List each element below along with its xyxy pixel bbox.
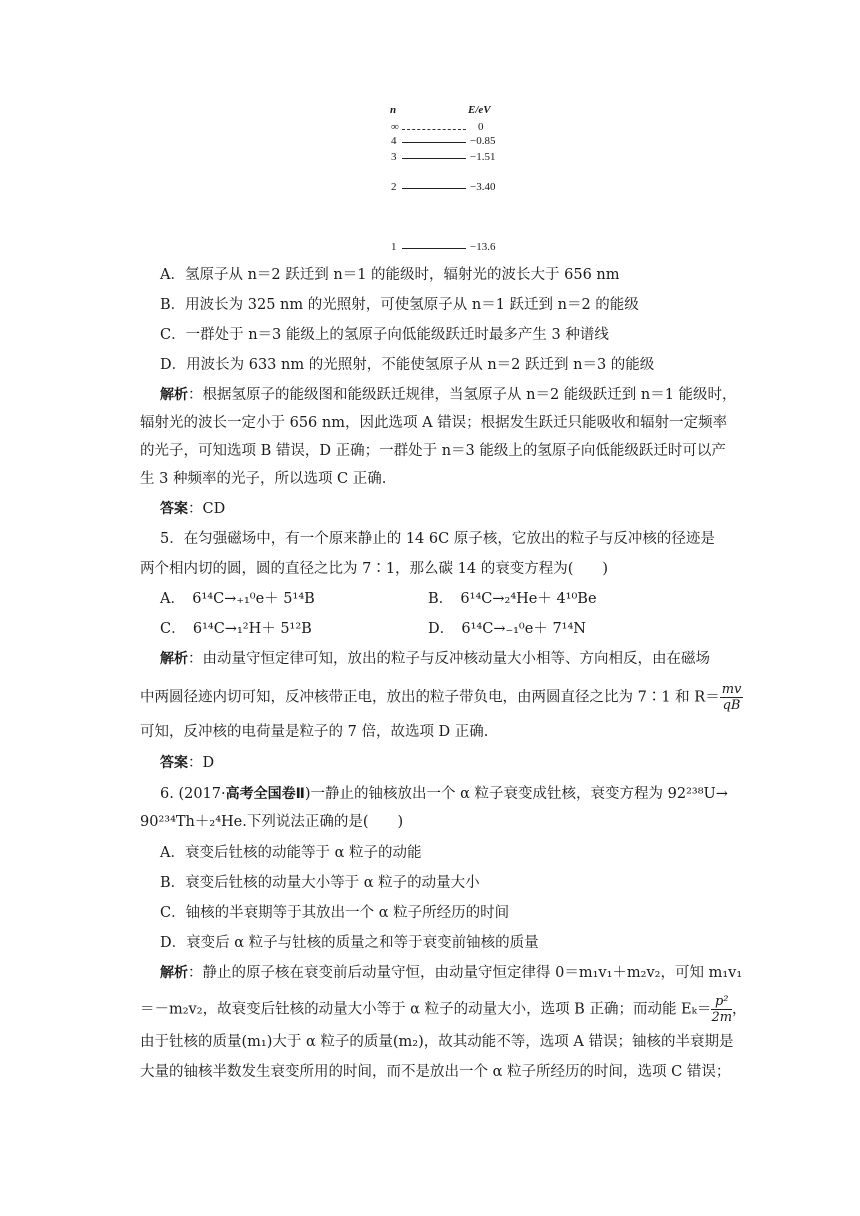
q6-stem-line2: 90²³⁴Th＋₂⁴He.下列说法正确的是( ) xyxy=(140,814,404,830)
level-line-inf xyxy=(402,129,466,130)
q6-analysis-label: 解析 xyxy=(160,965,188,981)
level-e-3: −1.51 xyxy=(470,151,496,163)
q6-option-b: B．衰变后钍核的动量大小等于 α 粒子的动量大小 xyxy=(160,875,480,891)
q5-option-b: B． 6¹⁴C→₂⁴He＋ 4¹⁰Be xyxy=(428,591,597,607)
level-n-2: 2 xyxy=(391,181,397,193)
q4-option-d: D．用波长为 633 nm 的光照射，不能使氢原子从 n＝2 跃迁到 n＝3 的能级 xyxy=(160,357,655,373)
q6-stem-line1: 6. (2017·高考全国卷Ⅱ)一静止的铀核放出一个 α 粒子衰变成钍核，衰变方程为 92²³⁸U→ xyxy=(160,786,728,802)
q4-analysis-line4: 生 3 种频率的光子，所以选项 C 正确. xyxy=(140,471,387,487)
level-n-3: 3 xyxy=(391,151,397,163)
q4-option-c: C．一群处于 n＝3 能级上的氢原子向低能级跃迁时最多产生 3 种谱线 xyxy=(160,327,609,343)
q6-analysis-line4: 大量的铀核半数发生衰变所用的时间，而不是放出一个 α 粒子所经历的时间，选项 C 错误； xyxy=(140,1064,731,1080)
diagram-e-header: E/eV xyxy=(468,104,491,116)
q6-fraction: $\frac{\text{p²}}{2m}$ xyxy=(711,994,733,1025)
q5-stem-line2: 两个相内切的圆，圆的直径之比为 7∶1，那么碳 14 的衰变方程为( ) xyxy=(140,561,609,577)
level-n-4: 4 xyxy=(391,135,397,147)
q4-analysis-label: 解析 xyxy=(160,387,188,403)
q6-option-a: A．衰变后钍核的动能等于 α 粒子的动能 xyxy=(160,845,422,861)
q4-analysis-line3: 的光子，可知选项 B 错误，D 正确；一群处于 n＝3 能级上的氢原子向低能级跃迁时可以产 xyxy=(140,443,726,459)
level-e-4: −0.85 xyxy=(470,135,496,147)
level-e-1: −13.6 xyxy=(470,241,496,253)
level-line-4 xyxy=(402,142,466,143)
q6-option-c: C．铀核的半衰期等于其放出一个 α 粒子所经历的时间 xyxy=(160,905,510,921)
q5-analysis-line1: 解析：由动量守恒定律可知，放出的粒子与反冲核动量大小相等、方向相反，由在磁场 xyxy=(160,651,710,667)
level-n-1: 1 xyxy=(391,241,397,253)
diagram-n-header: n xyxy=(390,104,397,116)
level-line-3 xyxy=(402,158,466,159)
level-e-inf: 0 xyxy=(478,121,484,133)
q6-analysis-line2: ＝－m₂v₂，故衰变后钍核的动量大小等于 α 粒子的动量大小，选项 B 正确；而动能 Eₖ＝ $\frac{\text{p²}}{2m}$ ， xyxy=(140,994,747,1025)
q5-option-a: A． 6¹⁴C→₊₁⁰e＋ 5¹⁴B xyxy=(160,591,315,607)
q5-analysis-line3: 可知，反冲核的电荷量是粒子的 7 倍，故选项 D 正确. xyxy=(140,724,489,740)
q5-option-c: C． 6¹⁴C→₁²H＋ 5¹²B xyxy=(160,621,312,637)
q5-analysis-label: 解析 xyxy=(160,651,188,667)
q5-answer: 答案：D xyxy=(160,755,215,771)
level-n-inf: ∞ xyxy=(391,121,399,133)
q5-fraction: $\frac{mv}{qB}$ xyxy=(721,682,742,713)
energy-level-diagram xyxy=(358,102,518,262)
level-e-2: −3.40 xyxy=(470,181,496,193)
q6-analysis-line1: 解析：静止的原子核在衰变前后动量守恒，由动量守恒定律得 0＝m₁v₁＋m₂v₂，可知 m₁v₁ xyxy=(160,965,743,981)
q6-source: 高考全国卷Ⅱ xyxy=(225,786,305,802)
q4-analysis-line1: 解析：根据氢原子的能级图和能级跃迁规律，当氢原子从 n＝2 能级跃迁到 n＝1 能级时， xyxy=(160,387,737,403)
q4-analysis-line2: 辐射光的波长一定小于 656 nm，因此选项 A 错误；根据发生跃迁只能吸收和辐射一定频率 xyxy=(140,415,728,431)
level-line-2 xyxy=(402,188,466,189)
q4-answer: 答案：CD xyxy=(160,501,226,517)
q6-analysis-line3: 由于钍核的质量(m₁)大于 α 粒子的质量(m₂)，故其动能不等，选项 A 错误；铀核的半衰期是 xyxy=(140,1034,734,1050)
q6-option-d: D．衰变后 α 粒子与钍核的质量之和等于衰变前铀核的质量 xyxy=(160,935,539,951)
q5-analysis-line2: 中两圆径迹内切可知，反冲核带正电，放出的粒子带负电，由两圆直径之比为 7∶1 和 R＝ $\frac{mv}{qB}$ xyxy=(140,682,742,713)
q5-stem-line1: 5．在匀强磁场中，有一个原来静止的 14 6C 原子核，它放出的粒子与反冲核的径迹是 xyxy=(160,531,715,547)
q4-option-a: A．氢原子从 n＝2 跃迁到 n＝1 的能级时，辐射光的波长大于 656 nm xyxy=(160,267,620,283)
q5-option-d: D． 6¹⁴C→₋₁⁰e＋ 7¹⁴N xyxy=(428,621,586,637)
q5-answer-label: 答案 xyxy=(160,755,188,771)
level-line-1 xyxy=(402,248,466,249)
q4-option-b: B．用波长为 325 nm 的光照射，可使氢原子从 n＝1 跃迁到 n＝2 的能级 xyxy=(160,297,639,313)
q4-answer-label: 答案 xyxy=(160,501,188,517)
